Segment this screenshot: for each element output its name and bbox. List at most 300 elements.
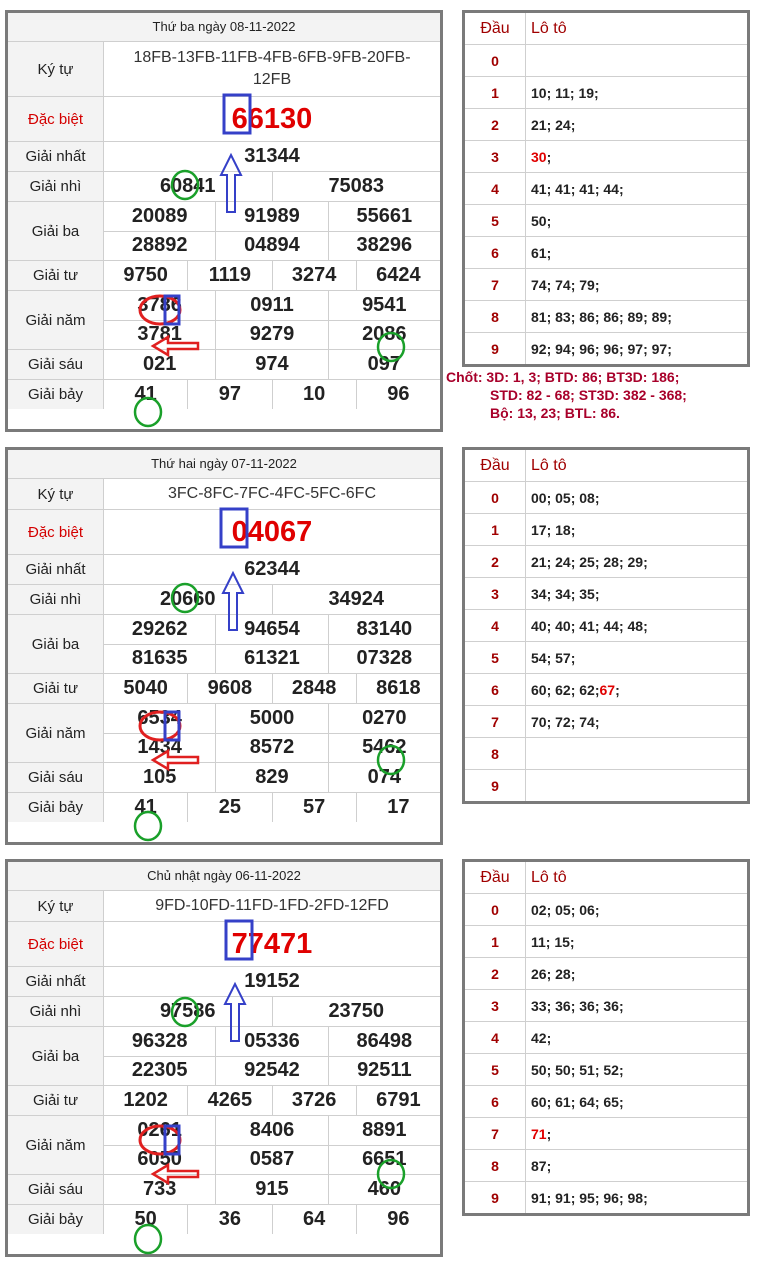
first-prize-number: 31344 bbox=[244, 145, 300, 167]
loto-row bbox=[465, 173, 747, 205]
loto-values: 40; 40; 41; 44; 48; bbox=[531, 617, 648, 634]
prize-values bbox=[104, 704, 440, 762]
loto-values: 60; 61; 64; 65; bbox=[531, 1093, 624, 1110]
loto-row bbox=[465, 333, 747, 364]
prize-row-giai-nhi bbox=[8, 585, 440, 615]
loto-row bbox=[465, 770, 747, 801]
seventh-prize-line bbox=[104, 793, 440, 822]
prize-values bbox=[104, 763, 440, 792]
loto-head-digit: 5 bbox=[465, 205, 526, 236]
fifth-prize-number: 6651 bbox=[328, 1146, 440, 1175]
third-prize-number: 86498 bbox=[328, 1027, 440, 1056]
prize-row-giai-bay bbox=[8, 793, 440, 822]
loto-row bbox=[465, 1150, 747, 1182]
loto-row bbox=[465, 610, 747, 642]
prize-label-dac-biet: Đặc biệt bbox=[8, 97, 104, 141]
fourth-prize-number: 3274 bbox=[272, 261, 356, 290]
third-prize-line bbox=[104, 644, 440, 674]
loto-values: 91; 91; 95; 96; 98; bbox=[531, 1189, 648, 1206]
prize-values bbox=[104, 1175, 440, 1204]
loto-row bbox=[465, 738, 747, 770]
loto-row bbox=[465, 1086, 747, 1118]
loto-row bbox=[465, 990, 747, 1022]
loto-row bbox=[465, 141, 747, 173]
third-prize-number: 61321 bbox=[215, 645, 327, 674]
loto-head-digit: 9 bbox=[465, 333, 526, 364]
prediction-line-3: Bộ: 13, 23; BTL: 86. bbox=[490, 405, 620, 421]
special-line bbox=[104, 922, 440, 966]
prize-row-dac-biet bbox=[8, 97, 440, 142]
third-prize-number: 92511 bbox=[328, 1057, 440, 1086]
loto-row bbox=[465, 109, 747, 141]
prize-values bbox=[104, 1086, 440, 1115]
prize-label-giai-nhat: Giải nhất bbox=[8, 142, 104, 171]
loto-row bbox=[465, 237, 747, 269]
loto-head-digit: 4 bbox=[465, 610, 526, 641]
prize-label-giai-bay: Giải bảy bbox=[8, 793, 104, 822]
prize-row-ky-tu bbox=[8, 891, 440, 922]
prize-label-giai-bay: Giải bảy bbox=[8, 380, 104, 409]
loto-row bbox=[465, 482, 747, 514]
prize-row-giai-nhi bbox=[8, 172, 440, 202]
loto-row bbox=[465, 578, 747, 610]
loto-header-dau: Đầu bbox=[465, 450, 526, 481]
prize-values bbox=[104, 674, 440, 703]
second-prize-number: 75083 bbox=[272, 172, 441, 201]
seventh-prize-number: 96 bbox=[356, 380, 440, 409]
loto-head-digit: 2 bbox=[465, 109, 526, 140]
prize-row-giai-ba bbox=[8, 202, 440, 261]
seventh-prize-number: 50 bbox=[134, 1208, 157, 1230]
seventh-prize-line bbox=[104, 380, 440, 409]
seventh-prize-number: 41 bbox=[134, 796, 157, 818]
loto-head-digit: 2 bbox=[465, 958, 526, 989]
fifth-prize-number: 8891 bbox=[328, 1116, 440, 1145]
third-prize-number: 81635 bbox=[131, 647, 188, 670]
fifth-prize-number: 9541 bbox=[328, 291, 440, 320]
prize-values bbox=[104, 997, 440, 1026]
third-prize-line bbox=[104, 202, 440, 231]
prize-values bbox=[104, 793, 440, 822]
fifth-prize-number: 6050 bbox=[137, 1148, 182, 1171]
loto-values: 21; 24; bbox=[531, 116, 576, 133]
seventh-prize-line bbox=[104, 1205, 440, 1234]
loto-table bbox=[462, 859, 750, 1216]
fifth-prize-number: 5000 bbox=[215, 704, 327, 733]
prize-label-giai-ba: Giải ba bbox=[8, 202, 104, 260]
seventh-prize-number: 57 bbox=[272, 793, 356, 822]
fifth-prize-number: 8406 bbox=[215, 1116, 327, 1145]
loto-values: 81; 83; 86; 86; 89; 89; bbox=[531, 308, 672, 325]
loto-header-dau: Đầu bbox=[465, 862, 526, 893]
prize-label-giai-tu: Giải tư bbox=[8, 261, 104, 290]
prize-label-giai-nam: Giải năm bbox=[8, 1116, 104, 1174]
loto-values: 50; 50; 51; 52; bbox=[531, 1061, 624, 1078]
loto-head-digit: 1 bbox=[465, 926, 526, 957]
loto-head-digit: 9 bbox=[465, 770, 526, 801]
sixth-prize-number: 915 bbox=[215, 1175, 327, 1204]
loto-head-digit: 6 bbox=[465, 237, 526, 268]
third-prize-number: 28892 bbox=[131, 234, 188, 257]
loto-header-row bbox=[465, 862, 747, 894]
loto-head-digit: 5 bbox=[465, 642, 526, 673]
fourth-prize-number: 1202 bbox=[123, 1089, 168, 1111]
prize-label-giai-sau: Giải sáu bbox=[8, 350, 104, 379]
loto-head-digit: 3 bbox=[465, 578, 526, 609]
loto-head-digit: 8 bbox=[465, 1150, 526, 1181]
seventh-prize-number: 96 bbox=[356, 1205, 440, 1234]
fourth-prize-line bbox=[104, 1086, 440, 1115]
prize-label-giai-nam: Giải năm bbox=[8, 291, 104, 349]
seventh-prize-number: 64 bbox=[272, 1205, 356, 1234]
prize-label-giai-nhi: Giải nhì bbox=[8, 997, 104, 1026]
seventh-prize-number: 17 bbox=[356, 793, 440, 822]
first-prize-number: 19152 bbox=[244, 970, 300, 992]
ky-tu-line bbox=[104, 42, 440, 96]
fourth-prize-number: 1119 bbox=[187, 261, 271, 290]
loto-row bbox=[465, 514, 747, 546]
second-prize-line bbox=[104, 172, 440, 201]
loto-values: 71 ; bbox=[531, 1125, 552, 1142]
prize-row-giai-bay bbox=[8, 1205, 440, 1234]
fifth-prize-number: 2086 bbox=[328, 321, 440, 350]
loto-head-digit: 2 bbox=[465, 546, 526, 577]
fourth-prize-number: 2848 bbox=[272, 674, 356, 703]
prize-values bbox=[104, 555, 440, 584]
loto-values: 70; 72; 74; bbox=[531, 713, 600, 730]
loto-head-digit: 0 bbox=[465, 894, 526, 925]
prize-row-giai-bay bbox=[8, 380, 440, 409]
third-prize-number: 38296 bbox=[328, 232, 440, 261]
loto-head-digit: 8 bbox=[465, 301, 526, 332]
loto-header-loto: Lô tô bbox=[531, 456, 567, 474]
special-prize-number: 77471 bbox=[231, 927, 313, 960]
loto-row bbox=[465, 1118, 747, 1150]
highlight-number: 67 bbox=[599, 681, 616, 698]
prize-values bbox=[104, 1027, 440, 1085]
first-line bbox=[104, 555, 440, 584]
prize-values bbox=[104, 479, 440, 509]
prize-row-giai-nam bbox=[8, 704, 440, 763]
loto-head-digit: 3 bbox=[465, 990, 526, 1021]
sixth-prize-number: 021 bbox=[142, 353, 177, 375]
result-date-title: Chủ nhật ngày 06-11-2022 bbox=[8, 862, 440, 891]
prize-label-giai-sau: Giải sáu bbox=[8, 1175, 104, 1204]
first-line bbox=[104, 967, 440, 996]
loto-header-loto: Lô tô bbox=[531, 868, 567, 886]
prize-values bbox=[104, 615, 440, 673]
sixth-prize-number: 460 bbox=[328, 1175, 440, 1204]
prize-label-giai-nhi: Giải nhì bbox=[8, 585, 104, 614]
fifth-prize-line bbox=[104, 291, 440, 320]
sixth-prize-number: 733 bbox=[142, 1178, 177, 1200]
loto-values: 00; 05; 08; bbox=[531, 489, 600, 506]
result-table bbox=[5, 10, 443, 432]
fourth-prize-number: 6424 bbox=[356, 261, 440, 290]
loto-head-digit: 7 bbox=[465, 1118, 526, 1149]
special-line bbox=[104, 97, 440, 141]
prize-label-dac-biet: Đặc biệt bbox=[8, 510, 104, 554]
loto-row bbox=[465, 301, 747, 333]
loto-header-loto: Lô tô bbox=[531, 19, 567, 37]
prize-label-giai-ba: Giải ba bbox=[8, 615, 104, 673]
prize-label-giai-nam: Giải năm bbox=[8, 704, 104, 762]
third-prize-number: 29262 bbox=[131, 617, 188, 640]
loto-row bbox=[465, 958, 747, 990]
prize-row-giai-sau bbox=[8, 763, 440, 793]
result-date-title: Thứ hai ngày 07-11-2022 bbox=[8, 450, 440, 479]
first-prize-number: 62344 bbox=[244, 558, 300, 580]
prediction-line-2: STD: 82 - 68; ST3D: 382 - 368; bbox=[490, 387, 687, 403]
prize-values bbox=[104, 585, 440, 614]
seventh-prize-number: 10 bbox=[272, 380, 356, 409]
prize-row-giai-ba bbox=[8, 615, 440, 674]
third-prize-line bbox=[104, 1056, 440, 1086]
sixth-prize-number: 105 bbox=[142, 766, 177, 788]
prize-values bbox=[104, 97, 440, 141]
fourth-prize-number: 8618 bbox=[356, 674, 440, 703]
prize-values bbox=[104, 202, 440, 260]
loto-row bbox=[465, 77, 747, 109]
fifth-prize-line bbox=[104, 704, 440, 733]
prize-row-giai-nhat bbox=[8, 555, 440, 585]
prize-row-giai-nhat bbox=[8, 142, 440, 172]
second-prize-number: 97586 bbox=[159, 1000, 216, 1022]
sixth-prize-line bbox=[104, 350, 440, 379]
sixth-prize-line bbox=[104, 1175, 440, 1204]
second-prize-number: 20660 bbox=[159, 588, 216, 610]
prize-row-giai-nam bbox=[8, 1116, 440, 1175]
third-prize-number: 91989 bbox=[215, 202, 327, 231]
fourth-prize-line bbox=[104, 261, 440, 290]
result-table bbox=[5, 859, 443, 1257]
prize-label-ky-tu: Ký tự bbox=[8, 891, 104, 921]
prize-label-ky-tu: Ký tự bbox=[8, 479, 104, 509]
prize-values bbox=[104, 1116, 440, 1174]
fifth-prize-number: 0587 bbox=[215, 1146, 327, 1175]
loto-values: 87; bbox=[531, 1157, 552, 1174]
second-prize-line bbox=[104, 585, 440, 614]
fifth-prize-number: 1434 bbox=[137, 736, 182, 759]
prize-row-giai-tu bbox=[8, 261, 440, 291]
fourth-prize-number: 6791 bbox=[356, 1086, 440, 1115]
loto-values bbox=[526, 770, 747, 801]
prize-label-giai-nhi: Giải nhì bbox=[8, 172, 104, 201]
prize-label-giai-tu: Giải tư bbox=[8, 1086, 104, 1115]
prize-row-giai-tu bbox=[8, 1086, 440, 1116]
fifth-prize-number: 8572 bbox=[215, 734, 327, 763]
loto-row bbox=[465, 269, 747, 301]
loto-head-digit: 6 bbox=[465, 674, 526, 705]
prize-row-dac-biet bbox=[8, 922, 440, 967]
highlight-number: 30 bbox=[531, 148, 547, 165]
prize-label-dac-biet: Đặc biệt bbox=[8, 922, 104, 966]
highlight-number: 71 bbox=[531, 1125, 547, 1142]
special-prize-number: 66130 bbox=[231, 102, 313, 135]
first-line bbox=[104, 142, 440, 171]
sixth-prize-line bbox=[104, 763, 440, 792]
prize-values bbox=[104, 350, 440, 379]
seventh-prize-number: 36 bbox=[187, 1205, 271, 1234]
prize-label-giai-sau: Giải sáu bbox=[8, 763, 104, 792]
seventh-prize-number: 41 bbox=[134, 383, 157, 405]
fifth-prize-line bbox=[104, 320, 440, 350]
loto-head-digit: 6 bbox=[465, 1086, 526, 1117]
loto-header-dau: Đầu bbox=[465, 13, 526, 44]
loto-head-digit: 1 bbox=[465, 77, 526, 108]
ky-tu-code: 9FD-10FD-11FD-1FD-2FD-12FD bbox=[155, 897, 389, 914]
third-prize-number: 92542 bbox=[215, 1057, 327, 1086]
loto-values: 02; 05; 06; bbox=[531, 901, 600, 918]
prize-row-giai-sau bbox=[8, 350, 440, 380]
ky-tu-code: 18FB-13FB-11FB-4FB-6FB-9FB-20FB-12FB bbox=[133, 49, 411, 88]
prediction-line-1: Chốt: 3D: 1, 3; BTD: 86; BT3D: 186; bbox=[446, 369, 680, 385]
loto-values: 50; bbox=[531, 212, 552, 229]
loto-row bbox=[465, 205, 747, 237]
loto-values bbox=[526, 45, 747, 76]
loto-values: 92; 94; 96; 96; 97; 97; bbox=[531, 340, 672, 357]
second-prize-number: 34924 bbox=[272, 585, 441, 614]
loto-header-row bbox=[465, 450, 747, 482]
fifth-prize-line bbox=[104, 1116, 440, 1145]
loto-table bbox=[462, 447, 750, 804]
third-prize-number: 07328 bbox=[328, 645, 440, 674]
loto-head-digit: 0 bbox=[465, 45, 526, 76]
fifth-prize-number: 0911 bbox=[215, 291, 327, 320]
loto-header-row bbox=[465, 13, 747, 45]
third-prize-number: 04894 bbox=[215, 232, 327, 261]
fifth-prize-line bbox=[104, 733, 440, 763]
prize-values bbox=[104, 172, 440, 201]
prize-values bbox=[104, 42, 440, 96]
prize-values bbox=[104, 380, 440, 409]
third-prize-number: 94654 bbox=[215, 615, 327, 644]
sixth-prize-number: 829 bbox=[215, 763, 327, 792]
prize-label-giai-tu: Giải tư bbox=[8, 674, 104, 703]
loto-head-digit: 0 bbox=[465, 482, 526, 513]
fourth-prize-number: 4265 bbox=[187, 1086, 271, 1115]
loto-row bbox=[465, 706, 747, 738]
prize-values bbox=[104, 1205, 440, 1234]
fifth-prize-number: 3781 bbox=[137, 323, 182, 346]
sixth-prize-number: 074 bbox=[328, 763, 440, 792]
fourth-prize-number: 3726 bbox=[272, 1086, 356, 1115]
loto-row bbox=[465, 1182, 747, 1213]
third-prize-number: 22305 bbox=[131, 1059, 188, 1082]
prize-row-giai-nhat bbox=[8, 967, 440, 997]
loto-values: 74; 74; 79; bbox=[531, 276, 600, 293]
prize-row-giai-tu bbox=[8, 674, 440, 704]
fifth-prize-number: 3786 bbox=[137, 293, 182, 316]
loto-values: 34; 34; 35; bbox=[531, 585, 600, 602]
loto-table bbox=[462, 10, 750, 367]
sixth-prize-number: 097 bbox=[328, 350, 440, 379]
loto-head-digit: 7 bbox=[465, 706, 526, 737]
special-line bbox=[104, 510, 440, 554]
loto-row bbox=[465, 926, 747, 958]
loto-row bbox=[465, 1022, 747, 1054]
prize-row-giai-sau bbox=[8, 1175, 440, 1205]
loto-values: 30 ; bbox=[531, 148, 552, 165]
prediction-note bbox=[446, 368, 758, 422]
loto-row bbox=[465, 894, 747, 926]
ky-tu-line bbox=[104, 479, 440, 509]
third-prize-number: 83140 bbox=[328, 615, 440, 644]
seventh-prize-number: 97 bbox=[187, 380, 271, 409]
fourth-prize-number: 9608 bbox=[187, 674, 271, 703]
result-table bbox=[5, 447, 443, 845]
loto-values bbox=[526, 738, 747, 769]
sixth-prize-number: 974 bbox=[215, 350, 327, 379]
third-prize-number: 55661 bbox=[328, 202, 440, 231]
loto-values: 42; bbox=[531, 1029, 552, 1046]
loto-row bbox=[465, 1054, 747, 1086]
fifth-prize-number: 9279 bbox=[215, 321, 327, 350]
third-prize-number: 96328 bbox=[131, 1029, 188, 1052]
third-prize-line bbox=[104, 231, 440, 261]
fifth-prize-number: 0261 bbox=[137, 1118, 182, 1141]
prize-values bbox=[104, 891, 440, 921]
fourth-prize-number: 5040 bbox=[123, 677, 168, 699]
loto-values: 21; 24; 25; 28; 29; bbox=[531, 553, 648, 570]
loto-head-digit: 8 bbox=[465, 738, 526, 769]
loto-head-digit: 1 bbox=[465, 514, 526, 545]
prize-row-ky-tu bbox=[8, 42, 440, 97]
second-prize-number: 23750 bbox=[272, 997, 441, 1026]
loto-row bbox=[465, 642, 747, 674]
third-prize-line bbox=[104, 1027, 440, 1056]
loto-head-digit: 4 bbox=[465, 173, 526, 204]
loto-row bbox=[465, 546, 747, 578]
third-prize-line bbox=[104, 615, 440, 644]
fourth-prize-number: 9750 bbox=[123, 264, 168, 286]
loto-values: 60; 62; 62; 67 ; bbox=[531, 681, 620, 698]
prize-label-ky-tu: Ký tự bbox=[8, 42, 104, 96]
prize-label-giai-ba: Giải ba bbox=[8, 1027, 104, 1085]
prize-values bbox=[104, 510, 440, 554]
fifth-prize-number: 5462 bbox=[328, 734, 440, 763]
loto-head-digit: 7 bbox=[465, 269, 526, 300]
loto-values: 17; 18; bbox=[531, 521, 576, 538]
prize-row-giai-nam bbox=[8, 291, 440, 350]
prize-values bbox=[104, 967, 440, 996]
loto-row bbox=[465, 674, 747, 706]
prize-values bbox=[104, 291, 440, 349]
prize-row-giai-nhi bbox=[8, 997, 440, 1027]
loto-head-digit: 9 bbox=[465, 1182, 526, 1213]
prize-label-giai-nhat: Giải nhất bbox=[8, 967, 104, 996]
third-prize-number: 20089 bbox=[131, 204, 188, 227]
prize-values bbox=[104, 261, 440, 290]
loto-values: 10; 11; 19; bbox=[531, 84, 599, 101]
loto-values: 54; 57; bbox=[531, 649, 576, 666]
seventh-prize-number: 25 bbox=[187, 793, 271, 822]
result-date-title: Thứ ba ngày 08-11-2022 bbox=[8, 13, 440, 42]
special-prize-number: 04067 bbox=[231, 515, 313, 548]
loto-head-digit: 5 bbox=[465, 1054, 526, 1085]
fourth-prize-line bbox=[104, 674, 440, 703]
second-prize-line bbox=[104, 997, 440, 1026]
prize-row-ky-tu bbox=[8, 479, 440, 510]
ky-tu-code: 3FC-8FC-7FC-4FC-5FC-6FC bbox=[168, 485, 376, 502]
loto-values: 11; 15; bbox=[531, 933, 575, 950]
loto-values: 33; 36; 36; 36; bbox=[531, 997, 624, 1014]
prize-row-dac-biet bbox=[8, 510, 440, 555]
second-prize-number: 60841 bbox=[159, 175, 216, 197]
loto-values: 26; 28; bbox=[531, 965, 576, 982]
prize-label-giai-bay: Giải bảy bbox=[8, 1205, 104, 1234]
third-prize-number: 05336 bbox=[215, 1027, 327, 1056]
